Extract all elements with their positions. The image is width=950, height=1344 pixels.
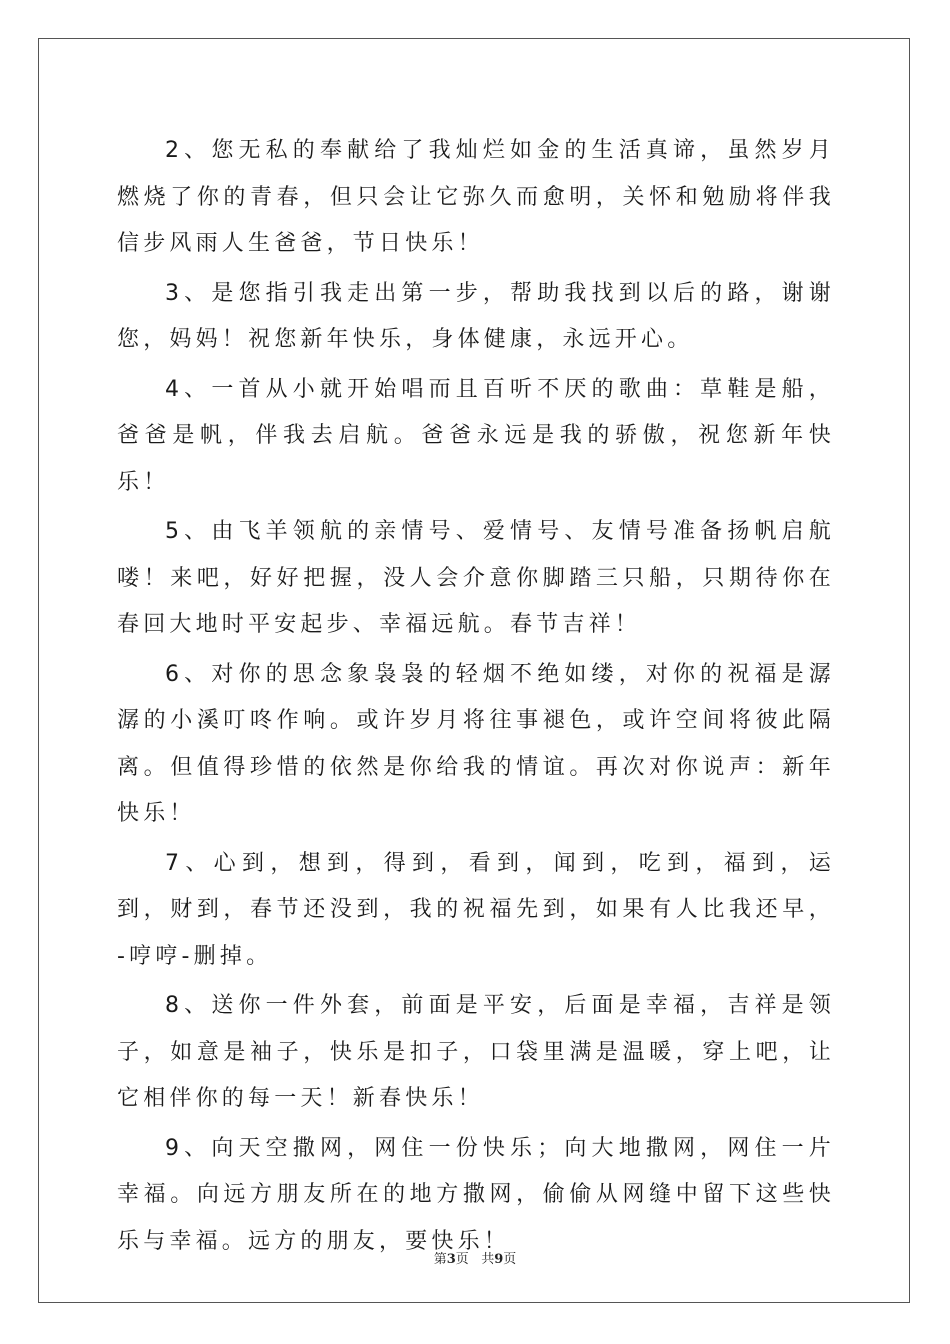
paragraph-3: 3、是您指引我走出第一步，帮助我找到以后的路，谢谢您，妈妈！祝您新年快乐，身体健康，永远开心。: [117, 280, 835, 352]
paragraph-6: 6、对你的思念象袅袅的轻烟不绝如缕，对你的祝福是潺潺的小溪叮咚作响。或许岁月将往事褪色，或许空间将彼此隔离。但值得珍惜的依然是你给我的情谊。再次对你说声：新年快乐！: [117, 661, 835, 826]
paragraph-4: 4、一首从小就开始唱而且百听不厌的歌曲：草鞋是船，爸爸是帆，伴我去启航。爸爸永远是我的骄傲，祝您新年快乐！: [117, 376, 835, 495]
page-footer: [0, 1248, 950, 1267]
footer-total-suffix: 页: [503, 1252, 517, 1267]
paragraph-7: 7、心到，想到，得到，看到，闻到，吃到，福到，运到，财到，春节还没到，我的祝福先到，如果有人比我还早，-哼哼-删掉。: [117, 850, 835, 969]
footer-total-prefix: 共: [481, 1252, 495, 1267]
paragraph-9: 9、向天空撒网，网住一份快乐；向大地撒网，网住一片幸福。向远方朋友所在的地方撒网，偷偷从网缝中留下这些快乐与幸福。远方的朋友，要快乐！: [117, 1135, 835, 1254]
footer-page-suffix: 页: [455, 1252, 469, 1267]
paragraph-2: 2、您无私的奉献给了我灿烂如金的生活真谛，虽然岁月燃烧了你的青春，但只会让它弥久而愈明，关怀和勉励将伴我信步风雨人生爸爸，节日快乐！: [117, 138, 835, 256]
current-page-number: 3: [446, 1252, 456, 1267]
footer-prefix: 第: [433, 1252, 447, 1267]
total-pages-number: 9: [494, 1252, 504, 1267]
document-body: [117, 128, 835, 1268]
paragraph-5: 5、由飞羊领航的亲情号、爱情号、友情号准备扬帆启航喽！来吧，好好把握，没人会介意你脚踏三只船，只期待你在春回大地时平安起步、幸福远航。春节吉祥！: [117, 519, 835, 637]
paragraph-8: 8、送你一件外套，前面是平安，后面是幸福，吉祥是领子，如意是袖子，快乐是扣子，口袋里满是温暖，穿上吧，让它相伴你的每一天！新春快乐！: [117, 993, 835, 1111]
